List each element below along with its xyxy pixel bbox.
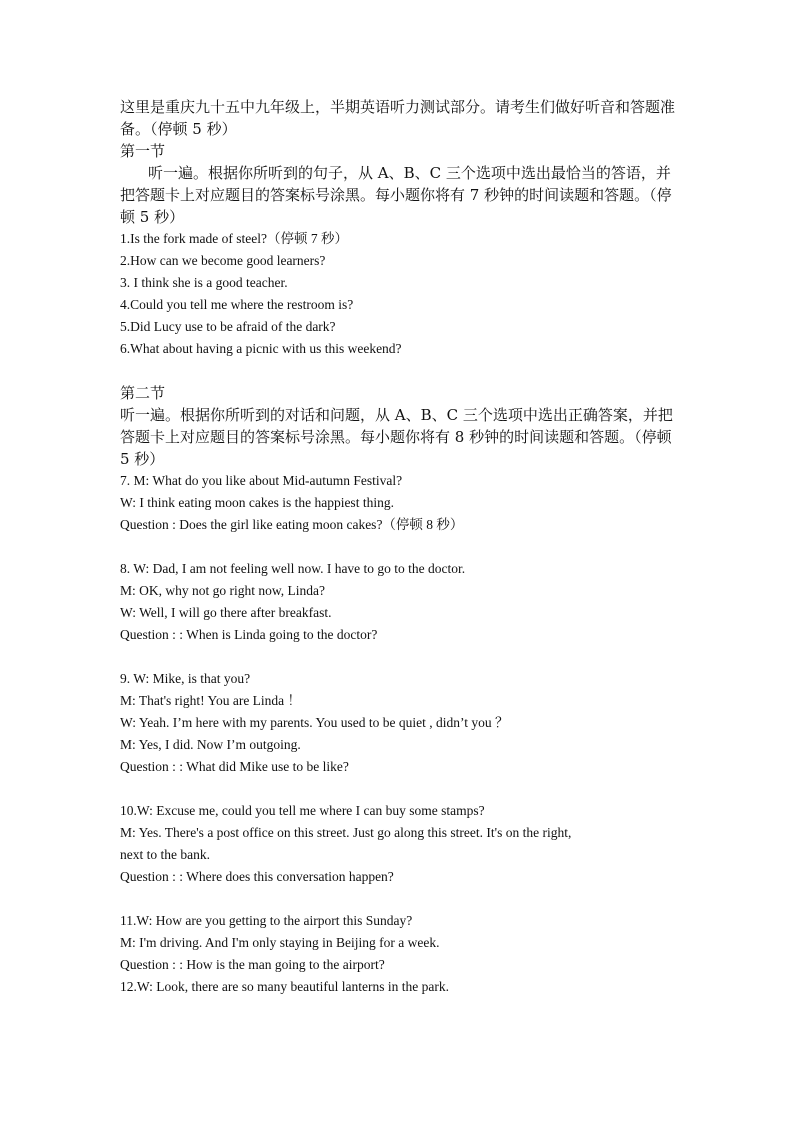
document-page [120,96,680,998]
spacer [120,360,680,382]
section-2-title: 第二节 [120,384,166,402]
dialog-line: W: Well, I will go there after breakfast. [120,605,332,620]
question-3: 3. I think she is a good teacher. [120,275,288,290]
dialog-line: 8. W: Dad, I am not feeling well now. I have to go to the doctor. [120,561,466,576]
dialog-line: 12.W: Look, there are so many beautiful lanterns in the park. [120,979,450,994]
dialog-question: Question : Does the girl like eating moon cakes?（停顿 8 秒） [120,517,464,532]
dialog-7 [120,470,680,536]
dialog-line: W: I think eating moon cakes is the happiest thing. [120,495,394,510]
dialog-question: Question : : When is Linda going to the doctor? [120,627,378,642]
spacer [120,646,680,668]
dialog-line: M: I'm driving. And I'm only staying in Beijing for a week. [120,935,440,950]
spacer [120,536,680,558]
dialog-line: 9. W: Mike, is that you? [120,671,251,686]
intro-paragraph: 这里是重庆九十五中九年级上，半期英语听力测试部分。请考生们做好听音和答题准备。（停顿 5 秒） [120,98,676,138]
dialog-question: Question : : How is the man going to the airport? [120,957,385,972]
dialog-line: M: Yes, I did. Now I’m outgoing. [120,737,301,752]
question-6: 6.What about having a picnic with us this weekend? [120,341,402,356]
dialog-8 [120,558,680,646]
dialog-line: M: OK, why not go right now, Linda? [120,583,325,598]
spacer [120,888,680,910]
dialog-11 [120,910,680,998]
dialog-question: Question : : Where does this conversation happen? [120,869,394,884]
dialog-line: 10.W: Excuse me, could you tell me where I can buy some stamps? [120,803,485,818]
section-1-title: 第一节 [120,142,166,160]
dialog-9 [120,668,680,778]
dialog-line: M: That's right! You are Linda ！ [120,693,302,708]
dialog-10 [120,800,680,888]
dialog-line: 7. M: What do you like about Mid-autumn Festival? [120,473,403,488]
dialog-line: W: Yeah. I’m here with my parents. You used to be quiet , didn’t you ？ [120,715,509,730]
question-5: 5.Did Lucy use to be afraid of the dark? [120,319,336,334]
dialog-line: next to the bank. [120,847,210,862]
question-4: 4.Could you tell me where the restroom is? [120,297,354,312]
question-2: 2.How can we become good learners? [120,253,326,268]
section-1-instruction: 听一遍。根据你所听到的句子，从 A、B、C 三个选项中选出最恰当的答语，并把答题卡上对应题目的答案标号涂黑。每小题你将有 7 秒钟的时间读题和答题。（停顿 5 秒） [120,164,672,226]
section-2-instruction: 听一遍。根据你所听到的对话和问题，从 A、B、C 三个选项中选出正确答案，并把答题卡上对应题目的答案标号涂黑。每小题你将有 8 秒钟的时间读题和答题。（停顿 5 秒） [120,406,673,468]
dialog-line: M: Yes. There's a post office on this street. Just go along this street. It's on the right, [120,825,572,840]
question-1: 1.Is the fork made of steel?（停顿 7 秒） [120,231,348,246]
dialog-line: 11.W: How are you getting to the airport this Sunday? [120,913,413,928]
spacer [120,778,680,800]
dialog-question: Question : : What did Mike use to be like? [120,759,349,774]
